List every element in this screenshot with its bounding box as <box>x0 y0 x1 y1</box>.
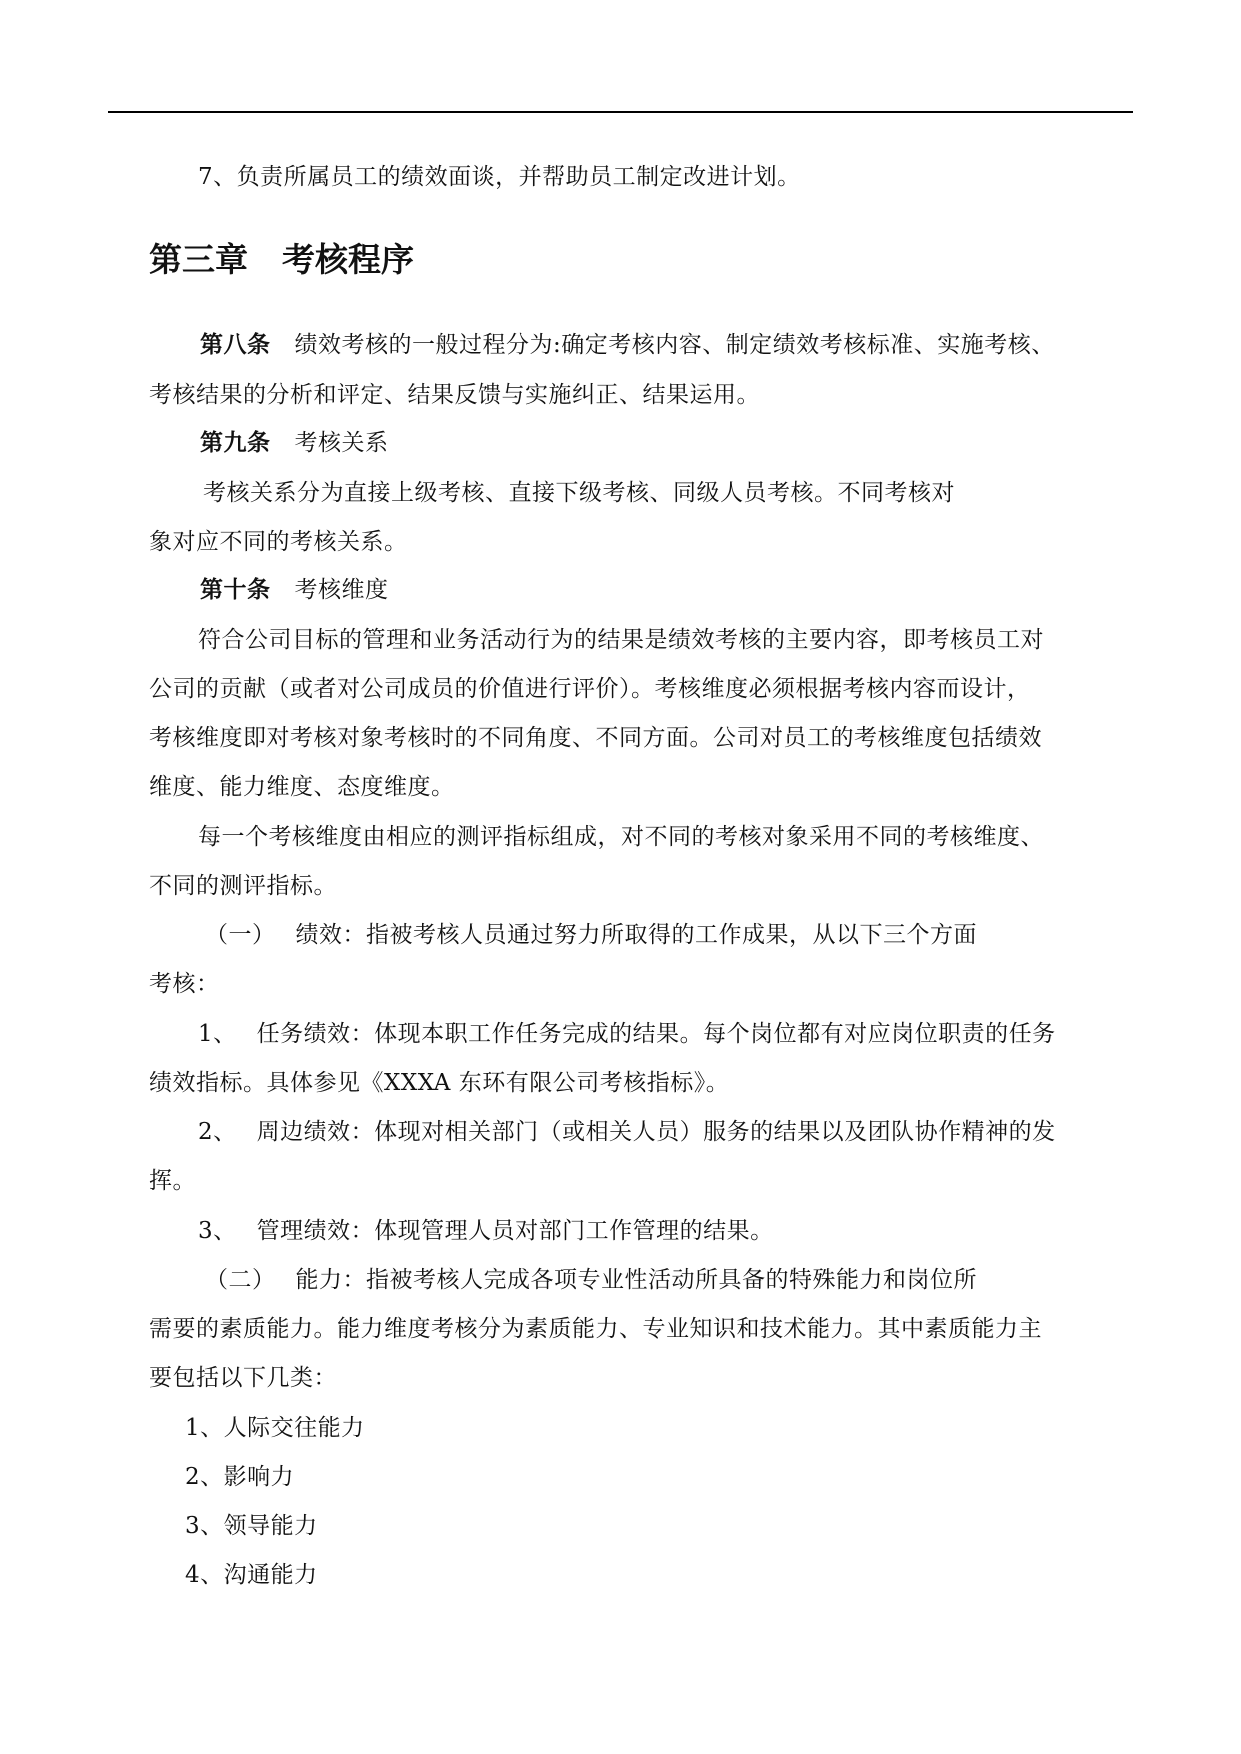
section1-text: 绩效：指被考核人员通过努力所取得的工作成果，从以下三个方面 <box>295 922 977 948</box>
ability-item: 4、沟通能力 <box>185 1562 318 1588</box>
article10-para1-line: 维度、能力维度、态度维度。 <box>149 774 455 800</box>
article10-para2-line: 每一个考核维度由相应的测评指标组成，对不同的考核对象采用不同的考核维度、 <box>198 824 1044 850</box>
ability-item: 1、人际交往能力 <box>185 1415 365 1441</box>
article10-label: 第十条 <box>200 577 271 603</box>
article10-heading <box>200 575 389 605</box>
ability-item: 2、影响力 <box>185 1464 295 1490</box>
perf-item-3-line1 <box>198 1216 774 1246</box>
section2-text: 能力：指被考核人完成各项专业性活动所具备的特殊能力和岗位所 <box>295 1267 977 1293</box>
perf-item-text: 任务绩效：体现本职工作任务完成的结果。每个岗位都有对应岗位职责的任务 <box>256 1021 1056 1047</box>
section2-line2: 需要的素质能力。能力维度考核分为素质能力、专业知识和技术能力。其中素质能力主 <box>149 1316 1042 1342</box>
chapter-heading <box>149 240 414 280</box>
perf-item-1-line2: 绩效指标。具体参见《XXXA 东环有限公司考核指标》。 <box>149 1070 730 1096</box>
article10-para1-line: 符合公司目标的管理和业务活动行为的结果是绩效考核的主要内容，即考核员工对 <box>198 627 1044 653</box>
article9-line1: 考核关系分为直接上级考核、直接下级考核、同级人员考核。不同考核对 <box>203 480 955 506</box>
article10-para1-line: 公司的贡献（或者对公司成员的价值进行评价）。考核维度必须根据考核内容而设计， <box>149 676 1031 702</box>
perf-item-number: 3、 <box>198 1218 237 1244</box>
article8-text: 绩效考核的一般过程分为:确定考核内容、制定绩效考核标准、实施考核、 <box>294 332 1055 358</box>
perf-item-2-line1 <box>198 1117 1056 1147</box>
top-item: 7、负责所属员工的绩效面谈，并帮助员工制定改进计划。 <box>198 164 801 190</box>
article8-label: 第八条 <box>200 332 271 358</box>
article10-para2-line: 不同的测评指标。 <box>149 873 337 899</box>
section2-marker: （二） <box>205 1267 276 1293</box>
perf-item-1-line1 <box>198 1019 1056 1049</box>
article9-heading <box>200 428 389 458</box>
perf-item-number: 2、 <box>198 1119 237 1145</box>
article10-para1-line: 考核维度即对考核对象考核时的不同角度、不同方面。公司对员工的考核维度包括绩效 <box>149 725 1042 751</box>
article10-title: 考核维度 <box>294 577 389 603</box>
perf-item-number: 1、 <box>198 1021 237 1047</box>
article9-line2: 象对应不同的考核关系。 <box>149 529 408 555</box>
perf-item-text: 管理绩效：体现管理人员对部门工作管理的结果。 <box>256 1218 774 1244</box>
article8-line2: 考核结果的分析和评定、结果反馈与实施纠正、结果运用。 <box>149 382 760 408</box>
article9-label: 第九条 <box>200 430 271 456</box>
section1-line1 <box>205 920 977 950</box>
section2-line3: 要包括以下几类： <box>149 1365 337 1391</box>
chapter-title: 考核程序 <box>282 240 414 279</box>
chapter-number: 第三章 <box>149 240 248 279</box>
section2-line1 <box>205 1265 977 1295</box>
perf-item-2-line2: 挥。 <box>149 1168 196 1194</box>
article9-title: 考核关系 <box>294 430 389 456</box>
article8-line1 <box>200 330 1055 360</box>
section1-marker: （一） <box>205 922 276 948</box>
header-rule <box>108 111 1133 113</box>
section1-line2: 考核： <box>149 971 220 997</box>
ability-item: 3、领导能力 <box>185 1513 318 1539</box>
perf-item-text: 周边绩效：体现对相关部门（或相关人员）服务的结果以及团队协作精神的发 <box>256 1119 1056 1145</box>
